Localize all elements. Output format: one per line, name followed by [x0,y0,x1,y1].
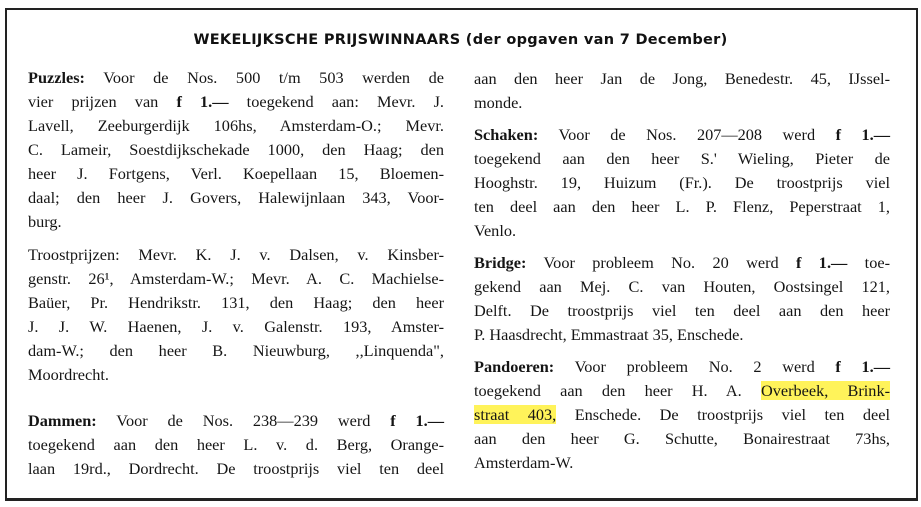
text-segment: toe- [847,253,890,272]
bold-text: f 1.— [835,357,891,376]
text-line [474,379,890,403]
bold-text: Pandoeren: [474,357,555,376]
text-line [28,315,444,339]
section-troostprijzen [28,243,444,387]
text-segment: heer J. Fortgens, Verl. Koepellaan 15, Bloemen- [28,164,444,183]
text-line [474,171,890,195]
text-segment: aan den heer Jan de Jong, Benedestr. 45, IJssel- [474,69,890,88]
text-segment: J. J. W. Haenen, J. v. Galenstr. 193, Amster- [28,317,444,336]
highlighted-text: Overbeek, Brink- [760,381,891,400]
text-line [474,195,890,219]
bold-text: f 1.— [835,125,890,144]
text-segment: Voor probleem No. 20 werd [526,253,797,272]
text-line [28,66,444,90]
text-segment: Voor de Nos. 207—208 werd [538,125,836,144]
text-line [28,186,444,210]
text-segment: toegekend aan den heer S.' Wieling, Pieter de [474,149,890,168]
text-line [474,451,890,475]
text-line [474,67,890,91]
text-line [474,91,890,115]
section-schaken [474,123,890,243]
text-segment: Voor de Nos. 500 t/m 503 werden de [84,68,444,87]
text-segment: gekend aan Mej. C. van Houten, Oostsingel 121, [474,277,890,296]
text-segment: laan 19rd., Dordrecht. De troostprijs viel ten deel [28,459,444,478]
text-line [474,219,890,243]
highlighted-text: straat 403, [474,405,557,424]
text-line [28,243,444,267]
section-bridge [474,251,890,347]
text-line [28,162,444,186]
text-segment: Lavell, Zeeburgerdijk 106hs, Amsterdam-O.; Mevr. [28,116,444,135]
text-line [28,90,444,114]
text-line [28,291,444,315]
text-segment: Troostprijzen: Mevr. K. J. v. Dalsen, v. Kinsber- [28,245,444,264]
text-segment: Voor probleem No. 2 werd [554,357,836,376]
text-segment: vier prijzen van [28,92,177,111]
bold-text: Schaken: [474,125,539,144]
text-segment: toegekend aan den heer H. A. [474,381,761,400]
article-title: WEKELIJKSCHE PRIJSWINNAARS (der opgaven van 7 December) [193,32,728,48]
text-line [28,339,444,363]
text-segment: toegekend aan: Mevr. J. [228,92,444,111]
text-segment: Hooghstr. 19, Huizum (Fr.). De troostprijs viel [474,173,890,192]
text-line [474,251,890,275]
text-line [28,114,444,138]
text-line [474,299,890,323]
text-segment: Delft. De troostprijs viel ten deel aan den heer [474,301,890,320]
text-line [474,323,890,347]
bold-text: f 1.— [390,411,444,430]
text-segment: burg. [28,212,62,231]
text-segment: ten deel aan den heer L. P. Flenz, Peperstraat 1, [474,197,890,216]
bold-text: f 1.— [796,253,848,272]
text-line [474,275,890,299]
section-puzzles [28,66,444,234]
text-segment: dam-W.; den heer B. Nieuwburg, ,,Linquenda", [28,341,444,360]
text-segment: monde. [474,93,523,112]
text-line [28,138,444,162]
text-segment: Enschede. De troostprijs viel ten deel [556,405,890,424]
bold-text: f 1.— [176,92,229,111]
text-line [28,457,444,481]
bold-text: Bridge: [474,253,527,272]
text-segment: Amsterdam-W. [474,453,574,472]
text-segment: Venlo. [474,221,517,240]
text-segment: C. Lameir, Soestdijkschekade 1000, den Haag; den [28,140,444,159]
bold-text: Dammen: [28,411,97,430]
text-line [28,210,444,234]
text-segment: genstr. 26¹, Amsterdam-W.; Mevr. A. C. Machielse- [28,269,444,288]
text-segment: P. Haasdrecht, Emmastraat 35, Enschede. [474,325,744,344]
text-line [28,433,444,457]
section-dammen [28,409,444,481]
text-line [474,355,890,379]
section-pandoeren [474,355,890,475]
text-line [474,123,890,147]
text-line [474,147,890,171]
text-segment: Baüer, Pr. Hendrikstr. 131, den Haag; den heer [28,293,444,312]
bold-text: Puzzles: [28,68,85,87]
text-line [474,403,890,427]
text-segment: aan den heer G. Schutte, Bonairestraat 73hs, [474,429,890,448]
text-line [28,409,444,433]
text-segment: daal; den heer J. Govers, Halewijnlaan 343, Voor- [28,188,444,207]
text-segment: Voor de Nos. 238—239 werd [96,411,391,430]
text-segment: Moordrecht. [28,365,109,384]
section-dammen-continued [474,67,890,115]
text-segment: toegekend aan den heer L. v. d. Berg, Orange- [28,435,444,454]
text-line [28,363,444,387]
text-line [474,427,890,451]
text-line [28,267,444,291]
